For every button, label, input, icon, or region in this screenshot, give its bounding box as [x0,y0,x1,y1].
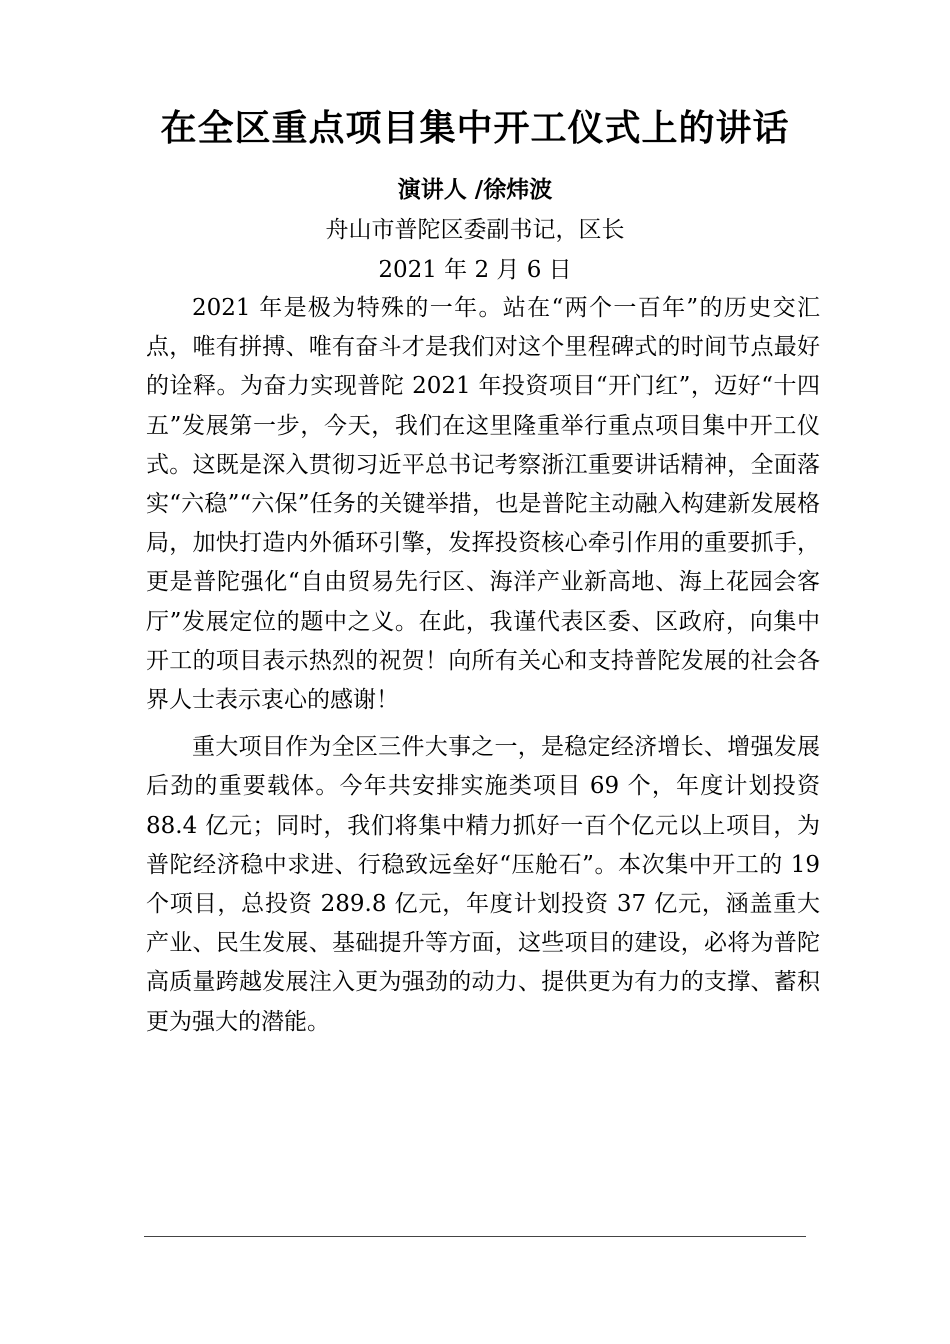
author-affiliation: 舟山市普陀区委副书记，区长 [325,217,625,243]
body-paragraph-2: 重大项目作为全区三件大事之一，是稳定经济增长、增强发展后劲的重要载体。今年共安排实施类项目 69 个，年度计划投资 88.4 亿元；同时，我们将集中精力抓好一百个亿元以上项目，为普陀经济稳中求进、行稳致远垒好“压舱石”。本次集中开工的 19 个项目，总投资 289.8 亿元，年度计划投资 37 亿元，涵盖重大产业、民生发展、基础提升等方面，这些项目的建设，必将为普陀高质量跨越发展注入更为强劲的动力、提供更为有力的支撑、蓄积更为强大的潜能。 [146,734,820,1035]
speech-date: 2021 年 2 月 6 日 [378,257,572,283]
document-title: 在全区重点项目集中开工仪式上的讲话 [160,107,790,149]
body-paragraph-1: 2021 年是极为特殊的一年。站在“两个一百年”的历史交汇点，唯有拼搏、唯有奋斗才是我们对这个里程碑式的时间节点最好的诠释。为奋力实现普陀 2021 年投资项目“开门红”，迈好“十四五”发展第一步，今天，我们在这里隆重举行重点项目集中开工仪式。这既是深入贯彻习近平总书记考察浙江重要讲话精神，全面落实“六稳”“六保”任务的关键举措，也是普陀主动融入构建新发展格局，加快打造内外循环引擎，发挥投资核心牵引作用的重要抓手，更是普陀强化“自由贸易先行区、海洋产业新高地、海上花园会客厅”发展定位的题中之义。在此，我谨代表区委、区政府，向集中开工的项目表示热烈的祝贺！向所有关心和支持普陀发展的社会各界人士表示衷心的感谢！ [146,295,820,714]
speech-body [146,289,820,1042]
author-line: 演讲人 /徐炜波 [397,177,553,203]
footer-divider [144,1236,806,1237]
